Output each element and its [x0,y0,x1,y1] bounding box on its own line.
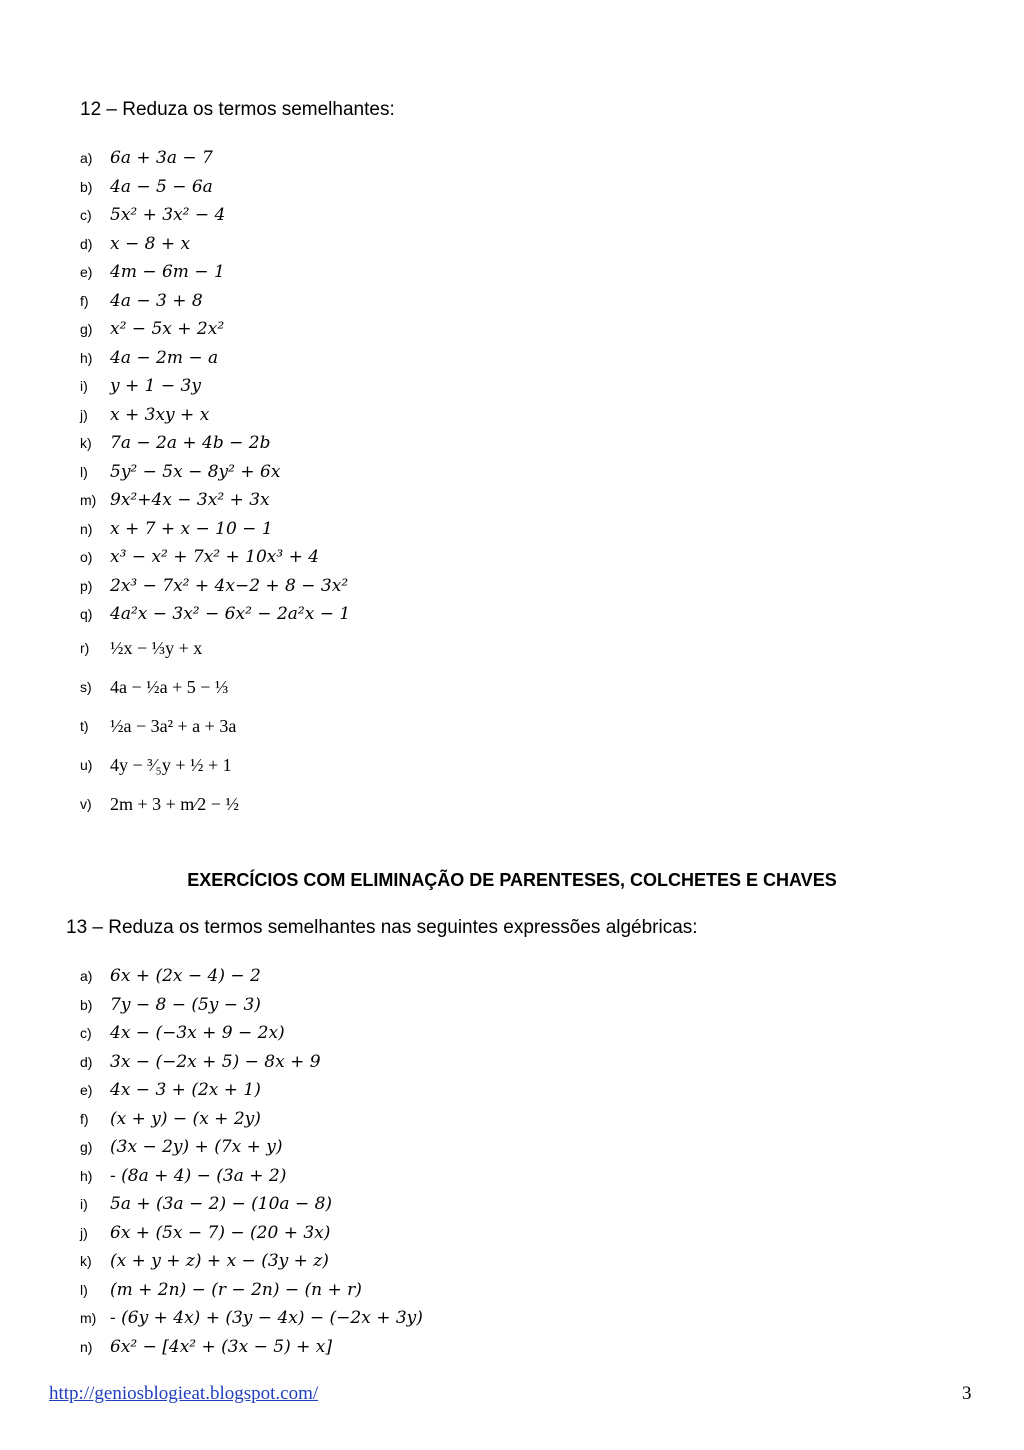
exercise13-item [80,1133,423,1162]
exercise12-item [80,600,350,629]
exercise13-item [80,962,423,991]
item-expression: - (8a + 4) − (3a + 2) [110,1165,287,1186]
exercise13-item [80,1333,423,1362]
item-expression: x² − 5x + 2x² [110,319,225,340]
section-title [0,869,1024,891]
item-expression: 6a + 3a − 7 [110,148,213,169]
item-expression: y + 1 − 3y [110,376,201,397]
item-label: r) [80,640,90,656]
item-label: u) [80,757,93,773]
item-expression: 4a − 5 − 6a [110,176,213,197]
item-label: k) [80,435,92,452]
exercise12-item [80,201,350,230]
item-label: p) [80,577,93,594]
item-label: t) [80,718,89,734]
exercise12-item [80,543,350,572]
item-label: n) [80,1338,93,1355]
exercise13-item [80,1276,423,1305]
item-label: o) [80,549,93,566]
section-title-text: EXERCÍCIOS COM ELIMINAÇÃO DE PARENTESES, COLCHETES E CHAVES [187,870,837,890]
exercise12-item [80,515,350,544]
item-expression: 4x − 3 + (2x + 1) [110,1080,261,1101]
item-expression: (x + y + z) + x − (3y + z) [110,1251,329,1272]
exercise13-item [80,1162,423,1191]
exercise13-item [80,1219,423,1248]
item-label: m) [80,1310,97,1327]
exercise13-item [80,1247,423,1276]
item-label: h) [80,349,93,366]
exercise12-item [80,401,350,430]
exercise12-item [80,230,350,259]
item-label: c) [80,1025,92,1042]
exercise13-item [80,1048,423,1077]
item-expression: 4a − ½a + 5 − ⅓ [110,676,229,697]
page-number: 3 [962,1383,972,1404]
footer-link[interactable]: http://geniosblogieat.blogspot.com/ [49,1383,319,1404]
item-label: l) [80,1281,88,1298]
item-expression: (m + 2n) − (r − 2n) − (n + r) [110,1279,362,1300]
item-expression: 4a²x − 3x² − 6x² − 2a²x − 1 [110,604,351,625]
exercise13-item [80,1019,423,1048]
item-label: a) [80,968,93,985]
exercise12-item [80,258,350,287]
exercise12-item [80,344,350,373]
exercise12-item [80,707,350,746]
item-label: l) [80,463,88,480]
exercise13-item [80,1190,423,1219]
item-expression: 4m − 6m − 1 [110,262,225,283]
item-expression: 4a − 3 + 8 [110,290,203,311]
item-label: d) [80,235,93,252]
exercise12-item [80,486,350,515]
item-expression: x³ − x² + 7x² + 10x³ + 4 [110,547,320,568]
item-expression: 4y − ³⁄₅y + ½ + 1 [110,754,232,775]
item-label: j) [80,1224,88,1241]
exercise12-item [80,372,350,401]
item-expression: (3x − 2y) + (7x + y) [110,1137,283,1158]
item-expression: 5a + (3a − 2) − (10a − 8) [110,1194,333,1215]
item-label: g) [80,1139,93,1156]
item-label: e) [80,1082,93,1099]
exercise12-item [80,173,350,202]
item-label: i) [80,1196,88,1213]
item-expression: x + 7 + x − 10 − 1 [110,518,273,539]
item-label: e) [80,264,93,281]
item-label: h) [80,1167,93,1184]
item-expression: 3x − (−2x + 5) − 8x + 9 [110,1051,321,1072]
item-label: n) [80,520,93,537]
exercise12-item [80,746,350,785]
item-label: k) [80,1253,92,1270]
exercise12-item [80,629,350,668]
item-label: j) [80,406,88,423]
item-label: s) [80,679,92,695]
item-expression: 2m + 3 + m⁄2 − ½ [110,793,239,814]
exercise13-item [80,1304,423,1333]
item-expression: 6x + (5x − 7) − (20 + 3x) [110,1222,331,1243]
item-expression: 6x + (2x − 4) − 2 [110,966,261,987]
exercise12-item [80,572,350,601]
exercise-13-list [80,962,423,1361]
item-label: f) [80,1110,89,1127]
item-expression: ½x − ⅓y + x [110,637,203,658]
item-label: a) [80,150,93,167]
item-expression: (x + y) − (x + 2y) [110,1108,261,1129]
item-label: g) [80,321,93,338]
exercise-12-heading: 12 – Reduza os termos semelhantes: [80,99,395,120]
exercise-12-list [80,144,350,824]
item-label: b) [80,996,93,1013]
item-expression: ½a − 3a² + a + 3a [110,715,237,736]
item-label: q) [80,606,93,623]
item-expression: 4a − 2m − a [110,347,219,368]
item-label: m) [80,492,97,509]
item-label: c) [80,207,92,224]
exercise12-item [80,144,350,173]
item-expression: 9x²+4x − 3x² + 3x [110,490,270,511]
item-expression: x − 8 + x [110,233,191,254]
item-expression: 5x² + 3x² − 4 [110,205,226,226]
item-expression: 2x³ − 7x² + 4x−2 + 8 − 3x² [110,575,349,596]
item-label: i) [80,378,88,395]
item-expression: - (6y + 4x) + (3y − 4x) − (−2x + 3y) [110,1308,423,1329]
item-expression: 7y − 8 − (5y − 3) [110,994,261,1015]
item-label: b) [80,178,93,195]
item-expression: 7a − 2a + 4b − 2b [110,433,271,454]
exercise12-item [80,785,350,824]
item-expression: 5y² − 5x − 8y² + 6x [110,461,281,482]
exercise12-item [80,429,350,458]
item-label: v) [80,796,92,812]
item-expression: 6x² − [4x² + (3x − 5) + x] [110,1336,332,1357]
exercise13-item [80,1105,423,1134]
exercise12-item [80,668,350,707]
item-expression: x + 3xy + x [110,404,210,425]
exercise-13-heading: 13 – Reduza os termos semelhantes nas seguintes expressões algébricas: [66,917,698,938]
exercise13-item [80,991,423,1020]
exercise13-item [80,1076,423,1105]
item-label: f) [80,292,89,309]
item-label: d) [80,1053,93,1070]
exercise12-item [80,458,350,487]
item-expression: 4x − (−3x + 9 − 2x) [110,1023,285,1044]
exercise12-item [80,315,350,344]
exercise12-item [80,287,350,316]
